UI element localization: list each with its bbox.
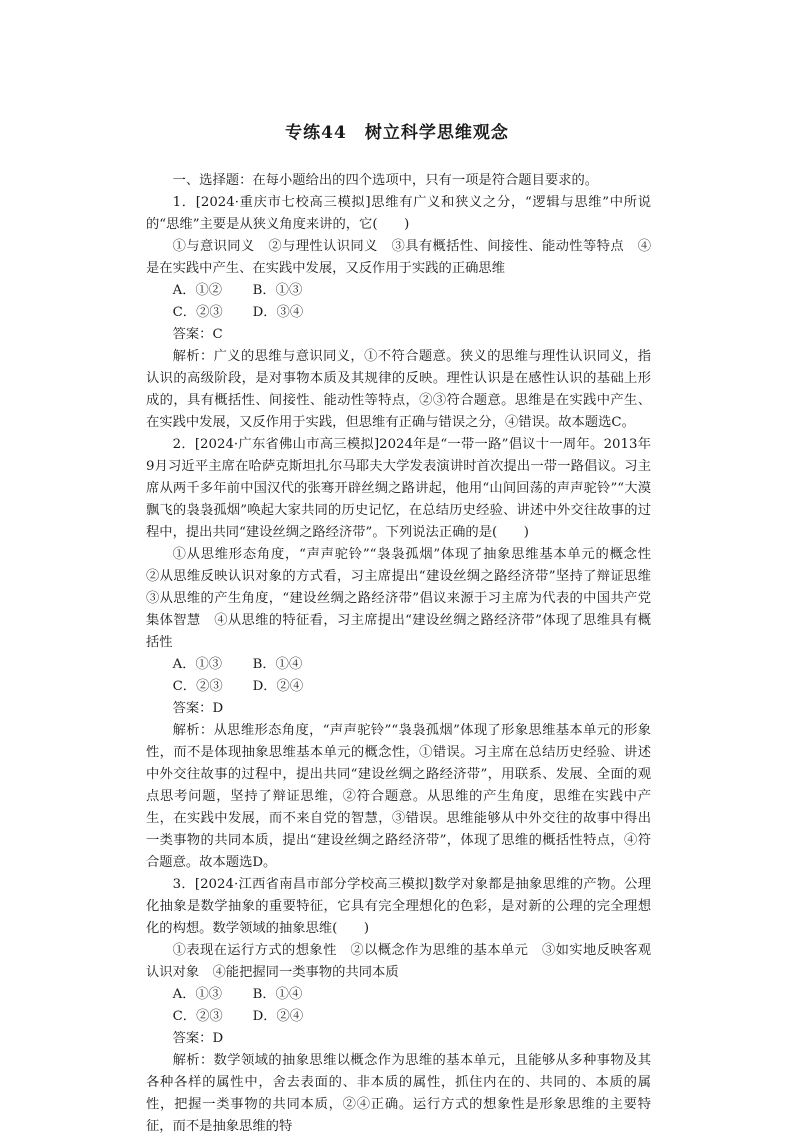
question-3-stem: 3．[2024·江西省南昌市部分学校高三模拟]数学对象都是抽象思维的产物。公理化抽象是数学抽象的重要特征，它具有完全理想化的色彩，是对新的公理的完全理想化的构想。数学领域的抽象思维( ) xyxy=(146,877,651,936)
question-3-option-c: C．②③ xyxy=(172,1009,223,1024)
document-content xyxy=(146,170,665,1138)
page-title: 专练44 树立科学思维观念 xyxy=(285,123,509,143)
question-3-statements: ①表现在运行方式的想象性 ②以概念作为思维的基本单元 ③如实地反映客观认识对象 ④能把握同一类事物的共同本质 xyxy=(146,943,651,980)
question-1-option-c: C．②③ xyxy=(172,305,223,320)
question-3-option-d: D．②④ xyxy=(252,1009,304,1024)
section-heading: 一、选择题：在每小题给出的四个选项中，只有一项是符合题目要求的。 xyxy=(172,173,599,188)
question-3-option-a: A．①③ xyxy=(172,987,223,1002)
question-1-statements: ①与意识同义 ②与理性认识同义 ③具有概括性、间接性、能动性等特点 ④是在实践中产生、在实践中发展，又反作用于实践的正确思维 xyxy=(146,239,651,276)
question-3-options-row-1 xyxy=(146,984,651,1006)
question-1-option-b: B．①③ xyxy=(252,283,303,298)
question-2-option-a: A．①③ xyxy=(172,657,223,672)
question-1-options-row-2 xyxy=(146,302,651,324)
question-2-options-row-2 xyxy=(146,676,651,698)
question-2-options-row-1 xyxy=(146,654,651,676)
question-3-option-b: B．①④ xyxy=(252,987,303,1002)
question-1-stem: 1．[2024·重庆市七校高三模拟]思维有广义和狭义之分，“逻辑与思维”中所说的“思维”主要是从狭义角度来讲的，它( ) xyxy=(146,195,651,232)
question-3-options-row-2 xyxy=(146,1006,651,1028)
question-1-option-d: D．③④ xyxy=(252,305,304,320)
question-3-analysis: 解析：数学领域的抽象思维以概念作为思维的基本单元，且能够从多种事物及其各种各样的属性中，舍去表面的、非本质的属性，抓住内在的、共同的、本质的属性，把握一类事物的共同本质，②④正确。运行方式的想象性是形象思维的主要特征，而不是抽象思维的特 xyxy=(146,1053,651,1134)
question-1-analysis: 解析：广义的思维与意识同义，①不符合题意。狭义的思维与理性认识同义，指认识的高级阶段，是对事物本质及其规律的反映。理性认识是在感性认识的基础上形成的，具有概括性、间接性、能动性等特点，②③符合题意。思维是在实践中产生、在实践中发展，又反作用于实践，但思维有正确与错误之分，④错误。故本题选C。 xyxy=(146,349,651,430)
question-3-answer: 答案：D xyxy=(172,1031,224,1046)
question-2-answer: 答案：D xyxy=(172,701,224,716)
question-2-option-c: C．②③ xyxy=(172,679,223,694)
question-1-option-a: A．①② xyxy=(172,283,223,298)
question-2-option-d: D．②④ xyxy=(252,679,304,694)
question-1-answer: 答案：C xyxy=(172,327,223,342)
question-1-options-row-1 xyxy=(146,280,651,302)
question-2-statements: ①从思维形态角度，“声声驼铃”“袅袅孤烟”体现了抽象思维基本单元的概念性 ②从思维反映认识对象的方式看，习主席提出“建设丝绸之路经济带”坚持了辩证思维 ③从思维的产生角度，“建设丝绸之路经济带”倡议来源于习主席为代表的中国共产党集体智慧 ④从思维的特征看，习主席提出“建设丝绸之路经济带”体现了思维具有概括性 xyxy=(146,547,665,650)
question-2-option-b: B．①④ xyxy=(252,657,303,672)
question-2-stem: 2．[2024·广东省佛山市高三模拟]2024年是“一带一路”倡议十一周年。2013年9月习近平主席在哈萨克斯坦扎尔马耶夫大学发表演讲时首次提出一带一路倡议。习主席从两千多年前中国汉代的张骞开辟丝绸之路讲起，他用“山间回荡的声声驼铃”“大漠飘飞的袅袅孤烟”唤起大家共同的历史记忆，在总结历史经验、讲述中外交往故事的过程中，提出共同“建设丝绸之路经济带”。下列说法正确的是( ) xyxy=(146,437,651,540)
question-2-analysis: 解析：从思维形态角度，“声声驼铃”“袅袅孤烟”体现了形象思维基本单元的形象性，而不是体现抽象思维基本单元的概念性，①错误。习主席在总结历史经验、讲述中外交往故事的过程中，提出共同“建设丝绸之路经济带”，用联系、发展、全面的观点思考问题，坚持了辩证思维，②符合题意。从思维的产生角度，思维在实践中产生，在实践中发展，而不来自党的智慧，③错误。思维能够从中外交往的故事中得出一类事物的共同本质，提出“建设丝绸之路经济带”，体现了思维的概括性特点，④符合题意。故本题选D。 xyxy=(146,723,651,870)
